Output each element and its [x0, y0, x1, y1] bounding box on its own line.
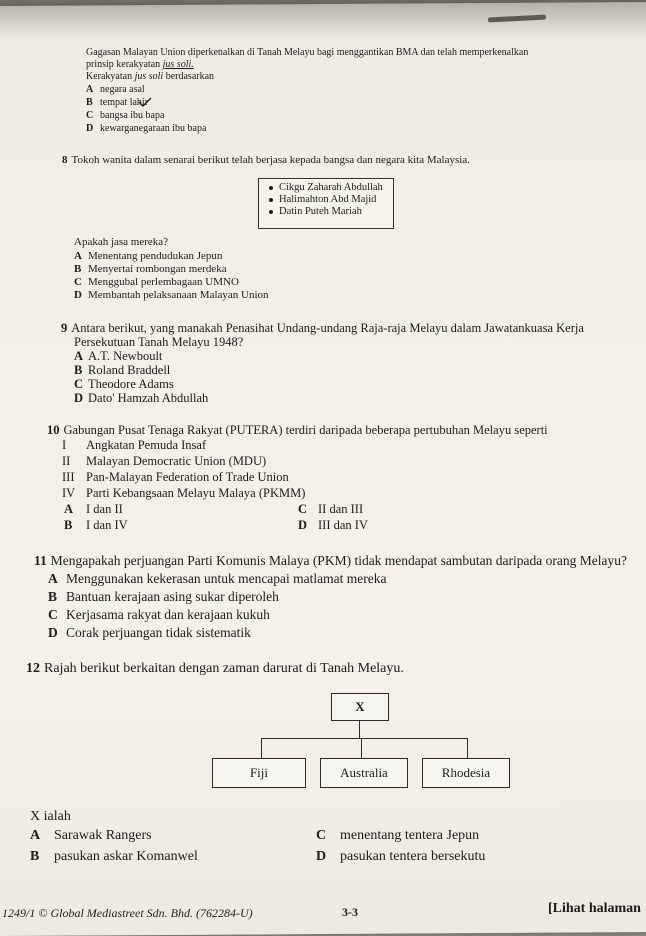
q12-stem-text: Rajah berikut berkaitan dengan zaman darurat di Tanah Melayu. [44, 661, 404, 676]
q7-stem-line2 [86, 59, 194, 71]
option-label: C [74, 377, 84, 391]
question-number: 11 [34, 553, 47, 568]
option-label: B [30, 849, 40, 864]
q8-box-item: Halimahton Abd Majid [259, 194, 393, 206]
q10-option-c[interactable]: C II dan III [298, 502, 364, 516]
option-label: B [74, 263, 82, 275]
q12-stem [26, 660, 404, 677]
roman-numeral: II [62, 454, 71, 468]
q8-name-box [258, 178, 394, 229]
diagram-connector [467, 738, 468, 758]
option-label: A [74, 349, 84, 363]
option-label: A [30, 828, 41, 843]
diagram-connector [361, 738, 362, 758]
footer-next-page: [Lihat halaman [548, 901, 641, 916]
q10-option-d[interactable]: D III dan IV [298, 518, 368, 532]
q9-stem-text: Antara berikut, yang manakah Penasihat Undang-undang Raja-raja Melayu dalam Jawatankuasa Kerja [71, 321, 584, 335]
option-label: C [86, 110, 94, 121]
q7-option-c[interactable] [86, 110, 164, 122]
option-label: D [74, 391, 84, 405]
question-number: 10 [47, 423, 60, 437]
q12-question: X ialah [30, 809, 71, 824]
q8-box-item: Cikgu Zaharah Abdullah [259, 182, 393, 194]
q7-stem-line2-prefix: prinsip kerakyatan [86, 59, 163, 70]
footer-copyright: 1249/1 © Global Mediastreet Sdn. Bhd. (762284-U) [2, 906, 253, 920]
option-label: C [74, 276, 82, 288]
q7-question-prefix: Kerakyatan [86, 71, 135, 82]
diagram-connector [261, 738, 467, 739]
bullet-icon [269, 210, 273, 214]
q10-item-2: II Malayan Democratic Union (MDU) [62, 454, 267, 468]
option-label: B [86, 97, 93, 108]
option-label: C [298, 502, 308, 516]
diagram-root-box: X [331, 693, 389, 721]
option-label: D [74, 289, 82, 301]
q7-question-italic: jus soli [134, 71, 164, 82]
q8-option-c[interactable] [74, 276, 239, 289]
option-label: B [48, 589, 58, 604]
q8-option-d[interactable] [74, 289, 269, 302]
footer-page-number: 3-3 [342, 905, 358, 919]
q9-option-a[interactable] [74, 349, 162, 364]
option-text: Menggubal perlembagaan UMNO [88, 276, 239, 288]
q12-option-d[interactable]: D pasukan tentera bersekutu [316, 849, 486, 864]
q7-question [86, 71, 214, 83]
q10-stem-text: Gabungan Pusat Tenaga Rakyat (PUTERA) terdiri daripada beberapa pertubuhan Melayu seperti [63, 423, 548, 437]
option-label: D [48, 625, 58, 640]
option-label: A [48, 571, 58, 586]
option-text: Theodore Adams [88, 377, 174, 391]
question-number: 12 [26, 661, 40, 676]
q7-stem-line1: Gagasan Malayan Union diperkenalkan di Tanah Melayu bagi menggantikan BMA dan telah memperkenalkan [86, 47, 529, 58]
q8-option-b[interactable] [74, 263, 227, 276]
q7-stem-line2-italic: jus soli. [162, 59, 194, 70]
q11-option-c[interactable]: C Kerjasama rakyat dan kerajaan kukuh [48, 607, 270, 622]
q7-question-suffix: berdasarkan [163, 71, 215, 82]
diagram-connector [261, 738, 262, 758]
option-label: C [48, 607, 58, 622]
q8-question: Apakah jasa mereka? [74, 236, 169, 248]
diagram-connector [359, 720, 360, 738]
option-label: D [298, 518, 308, 532]
q10-item-4: IV Parti Kebangsaan Melayu Malaya (PKMM) [62, 486, 306, 500]
q9-option-c[interactable] [74, 377, 174, 392]
option-label: A [74, 250, 82, 262]
q8-stem-text: Tokoh wanita dalam senarai berikut telah berjasa kepada bangsa dan negara kita Malaysia. [71, 154, 470, 166]
roman-numeral: I [62, 438, 67, 452]
diagram-child-box: Australia [320, 758, 408, 788]
q9-option-b[interactable] [74, 363, 170, 378]
option-label: D [86, 123, 94, 134]
option-text: Dato' Hamzah Abdullah [88, 391, 209, 405]
q11-stem [34, 553, 627, 569]
q10-stem [47, 423, 548, 438]
q12-option-c[interactable]: C menentang tentera Jepun [316, 828, 480, 843]
question-number: 8 [62, 154, 68, 166]
q12-option-b[interactable]: B pasukan askar Komanwel [30, 849, 198, 864]
q11-stem-text: Mengapakah perjuangan Parti Komunis Malaya (PKM) tidak mendapat sambutan daripada orang Melayu? [50, 553, 627, 568]
option-label: A [64, 502, 74, 516]
option-label: A [86, 84, 94, 95]
q8-option-a[interactable] [74, 250, 222, 263]
q10-option-b[interactable]: B I dan IV [64, 518, 128, 532]
q12-option-a[interactable]: A Sarawak Rangers [30, 828, 152, 843]
diagram-child-box: Rhodesia [422, 758, 510, 788]
option-label: C [316, 828, 327, 843]
option-label: D [316, 849, 327, 864]
roman-numeral: III [62, 470, 75, 484]
option-text: Roland Braddell [88, 363, 171, 377]
option-text: Membantah pelaksanaan Malayan Union [88, 289, 269, 301]
q11-option-a[interactable]: A Menggunakan kekerasan untuk mencapai matlamat mereka [48, 571, 387, 586]
option-label: B [64, 518, 73, 532]
q9-stem-line2: Persekutuan Tanah Melayu 1948? [74, 335, 244, 349]
bullet-icon [269, 186, 273, 190]
top-shadow [0, 0, 646, 40]
diagram-child-box: Fiji [212, 758, 306, 788]
q10-option-a[interactable]: A I dan II [64, 502, 123, 516]
q9-stem-line1 [61, 321, 584, 336]
q10-item-1: I Angkatan Pemuda Insaf [62, 438, 207, 452]
option-text: negara asal [100, 84, 145, 95]
bullet-icon [269, 198, 273, 202]
option-text: bangsa ibu bapa [100, 110, 165, 121]
q8-box-item: Datin Puteh Mariah [259, 206, 393, 218]
option-text: Menentang pendudukan Jepun [88, 250, 223, 262]
q7-option-d[interactable] [86, 123, 206, 135]
option-text: A.T. Newboult [88, 349, 163, 363]
checkmark-icon [138, 97, 152, 107]
option-text: Menyertai rombongan merdeka [88, 263, 227, 275]
roman-numeral: IV [62, 486, 76, 500]
q7-option-a[interactable] [86, 84, 145, 96]
q8-stem [62, 154, 470, 167]
q9-option-d[interactable] [74, 391, 208, 406]
option-label: B [74, 363, 83, 377]
q11-option-b[interactable]: B Bantuan kerajaan asing sukar diperoleh [48, 589, 279, 604]
q10-item-3: III Pan-Malayan Federation of Trade Union [62, 470, 289, 484]
question-number: 9 [61, 321, 68, 335]
option-text: tempat lahir [100, 97, 149, 108]
q11-option-d[interactable]: D Corak perjuangan tidak sistematik [48, 625, 251, 640]
option-text: kewarganegaraan ibu bapa [100, 123, 207, 134]
